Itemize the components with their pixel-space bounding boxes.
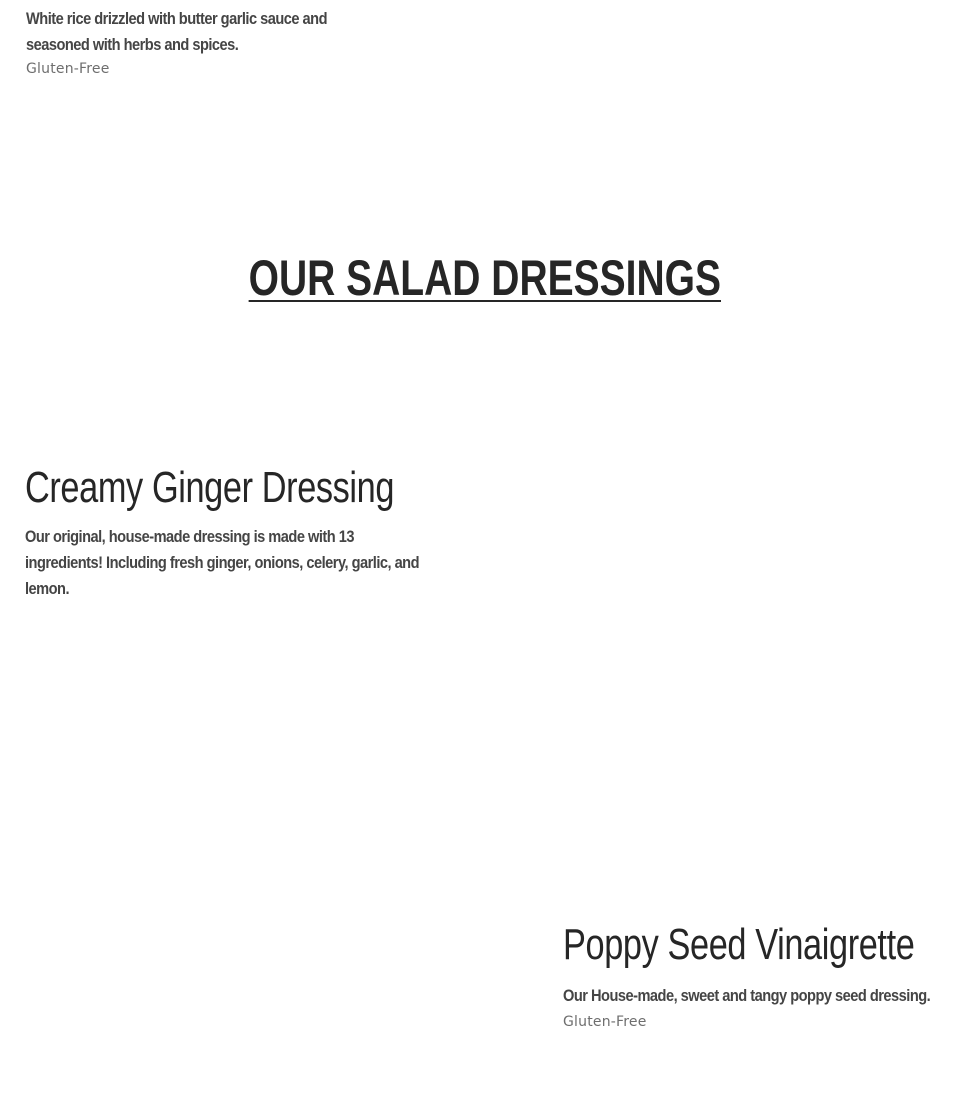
menu-item-title: Poppy Seed Vinaigrette (563, 920, 915, 969)
menu-item-dietary-tag: Gluten-Free (563, 1014, 647, 1030)
section-heading-text: OUR SALAD DRESSINGS (248, 250, 721, 306)
previous-item-description: White rice drizzled with butter garlic sauce and seasoned with herbs and spices. (26, 9, 327, 54)
previous-item-dietary-tag: Gluten-Free (26, 61, 110, 77)
menu-item-description: Our House-made, sweet and tangy poppy seed dressing. (563, 986, 931, 1005)
menu-item-title: Creamy Ginger Dressing (25, 463, 395, 512)
menu-item-description: Our original, house-made dressing is made with 13 ingredients! Including fresh ginger, onions, celery, garlic, and lemon. (25, 527, 420, 598)
section-heading (0, 251, 969, 305)
